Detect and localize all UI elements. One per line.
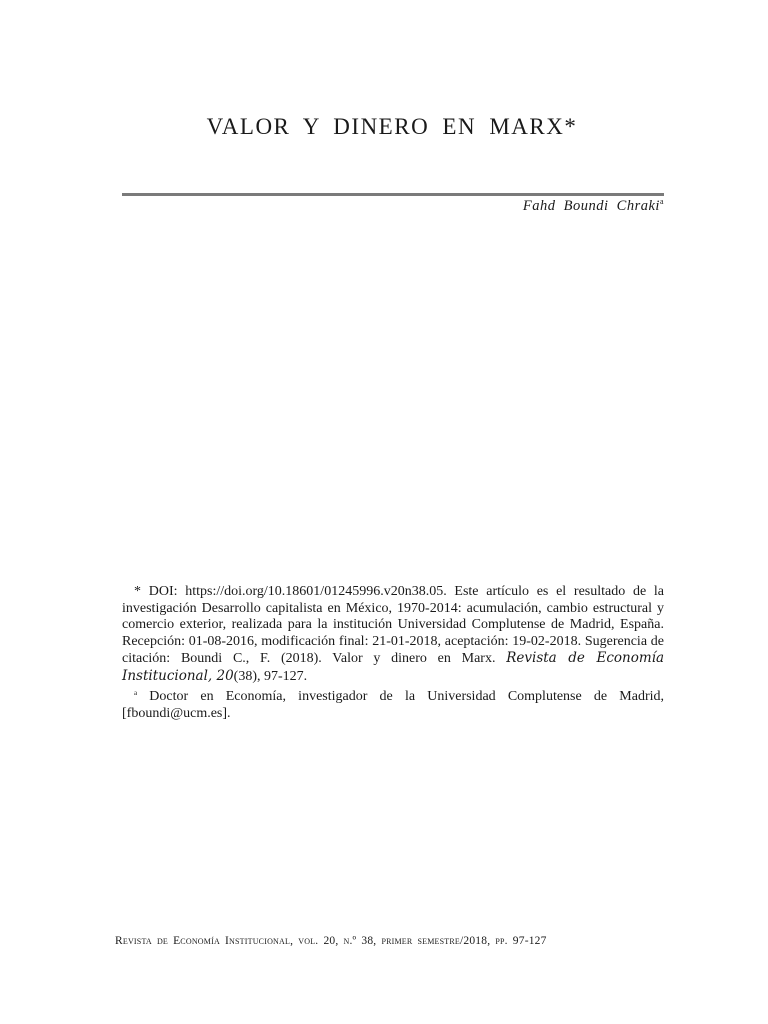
title-divider	[122, 193, 664, 196]
author-line	[523, 197, 664, 215]
footnote-affiliation-mark: a	[134, 689, 138, 697]
footer-journal-name: Revista de Economía Institucional	[115, 935, 291, 947]
footer-volume-info: , vol. 20, n.º 38, primer semestre/2018, pp. 97-127	[290, 935, 547, 947]
footnotes	[122, 584, 664, 722]
footnote-journal-name: Revista de Economía Institucional	[122, 650, 664, 684]
footnote-volume: 20	[216, 667, 234, 684]
footnote-doi	[122, 584, 664, 685]
footnote-affiliation-text: Doctor en Economía, investigador de la Universidad Complutense de Madrid, [fboundi@ucm.es].	[122, 689, 664, 721]
page-footer	[115, 935, 547, 947]
footnote-issue-pages: (38), 97-127.	[233, 668, 308, 684]
footnote-doi-text: * DOI: https://doi.org/10.18601/01245996.v20n38.05. Este artículo es el resultado de la investigación Desarrollo capitalista en México, 1970-2014: acumulación, cambio estructural y comercio exterior, realizada para la institución Universidad Complutense de Madrid, España. Recepción: 01-08-2016, modificación final: 21-01-2018, aceptación: 19-02-2018. Sugerencia de citación: Boundi C., F. (2018). Valor y dinero en Marx.	[122, 584, 664, 666]
footnote-volume-separator: ,	[207, 667, 217, 684]
author-name: Fahd Boundi Chraki	[522, 198, 660, 214]
footnote-affiliation	[122, 685, 664, 722]
article-title: VALOR Y DINERO EN MARX*	[206, 114, 578, 139]
author-affiliation-mark: a	[659, 197, 664, 206]
